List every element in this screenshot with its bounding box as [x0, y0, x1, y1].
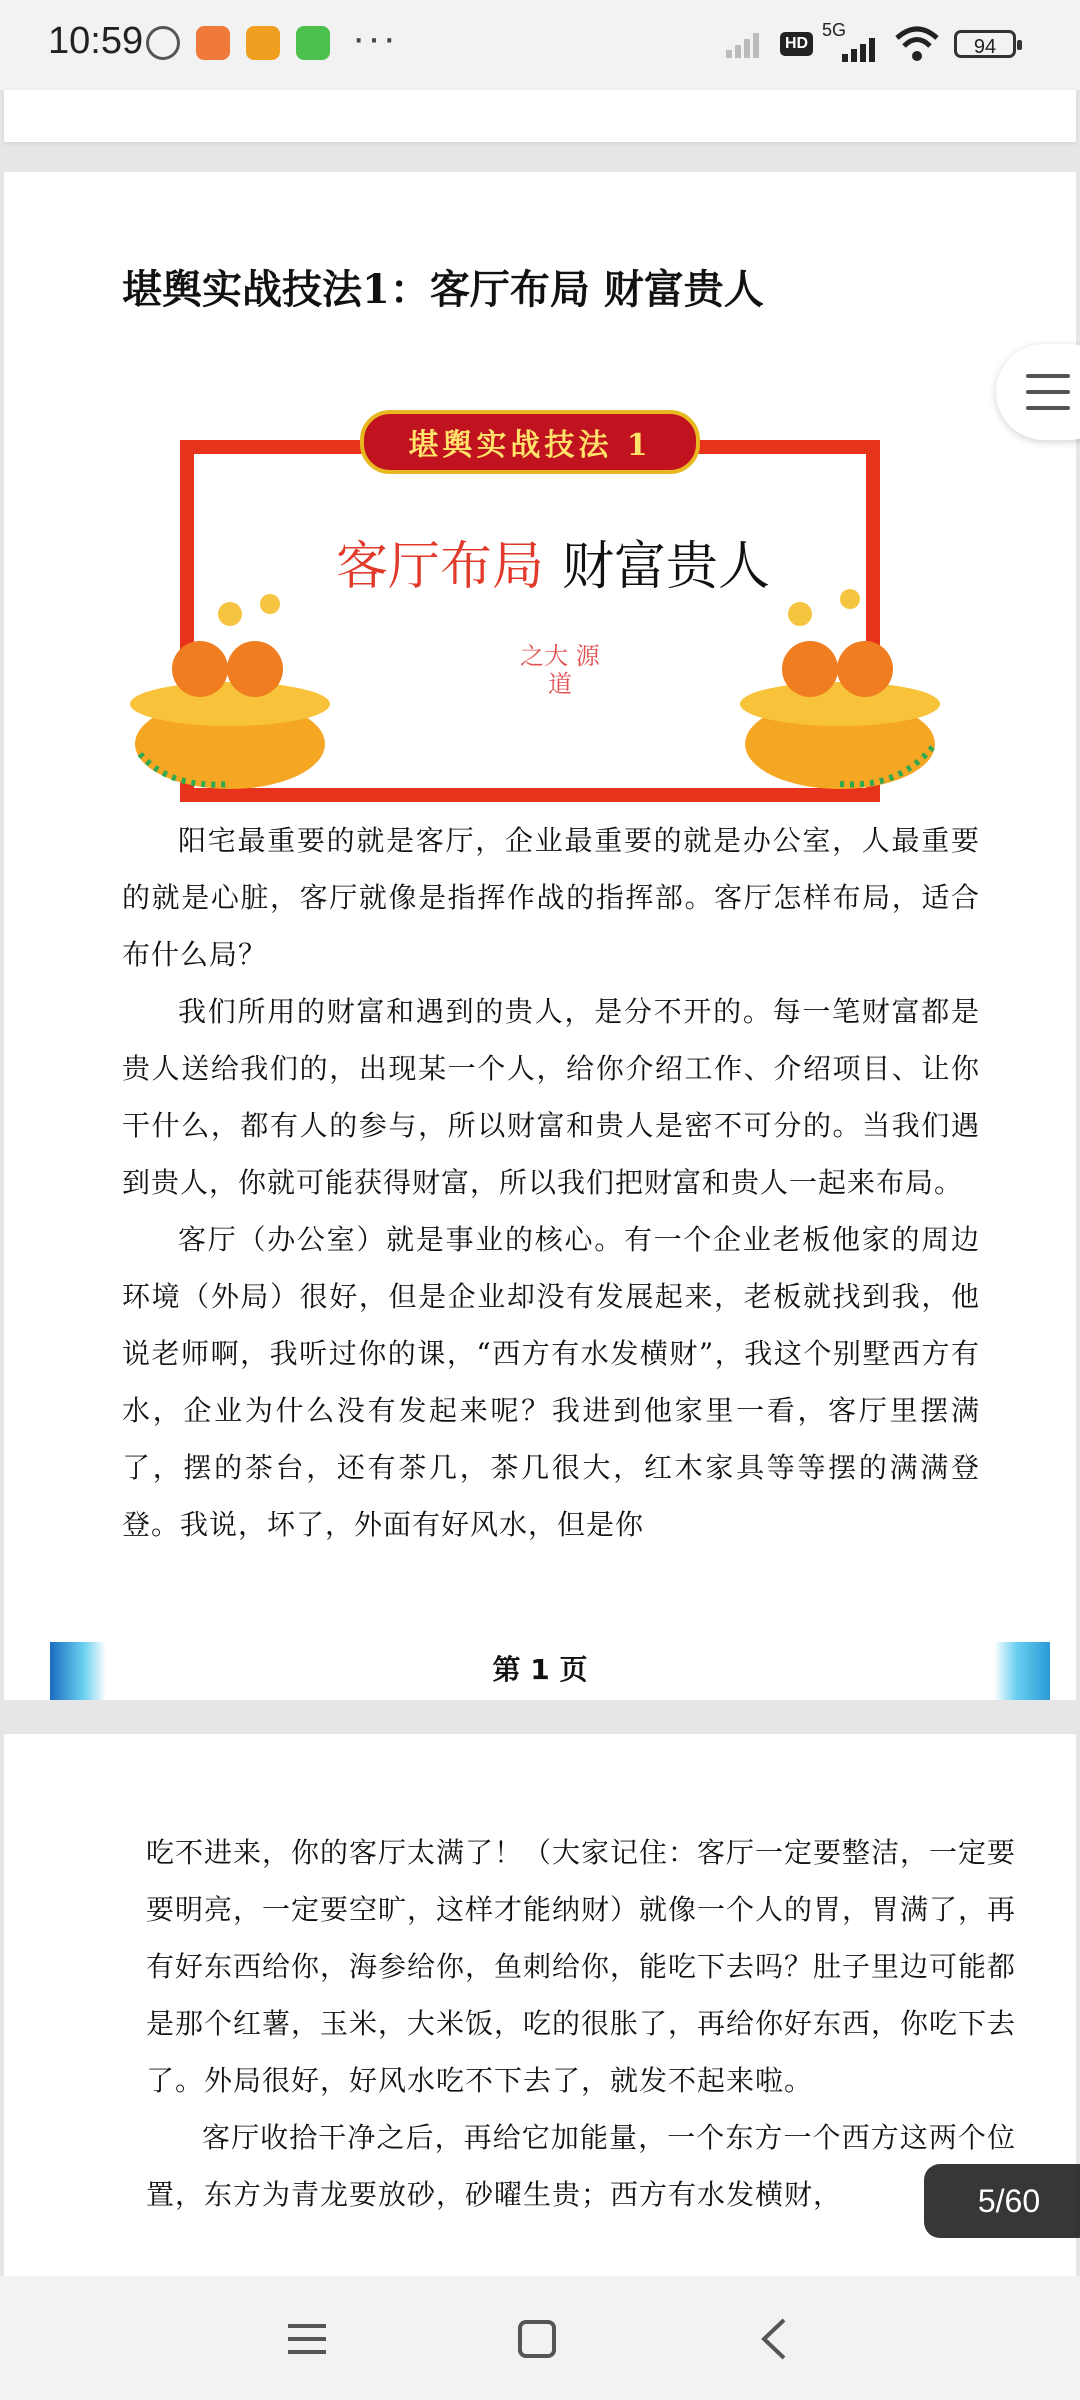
- page-footer: [4, 1640, 1076, 1700]
- app-notification-icon: [246, 26, 280, 60]
- network-type: 5G: [822, 20, 847, 40]
- clock: 10:59: [48, 20, 144, 62]
- menu-icon: [1026, 374, 1070, 378]
- treasure-pot-icon: [110, 574, 350, 794]
- app-notification-icon: [296, 26, 330, 60]
- page-number: 第 1 页: [492, 1653, 588, 1686]
- more-notifications-icon: ···: [352, 16, 398, 60]
- document-page: [4, 172, 1076, 1700]
- paragraph: 客厅（办公室）就是事业的核心。有一个企业老板他家的周边环境（外局）很好，但是企业却没有发展起来，老板就找到我，他说老师啊，我听过你的课，“西方有水发横财”，我这个别墅西方有水，企业为什么没有发起来呢？我进到他家里一看，客厅里摆满了，摆的茶台，还有茶几，茶几很大，红木家具等等摆的满满登登。我说，坏了，外面有好风水，但是你: [122, 1223, 980, 1541]
- app-notification-icon: [196, 26, 230, 60]
- seal-logo: 之大 源道: [520, 642, 600, 698]
- paragraph: 我们所用的财富和遇到的贵人，是分不开的。每一笔财富都是贵人送给我们的，出现某一个人，给你介绍工作、介绍项目、让你干什么，都有人的参与，所以财富和贵人是密不可分的。当我们遇到贵人，你就可能获得财富，所以我们把财富和贵人一起来布局。: [122, 995, 980, 1199]
- chapter-banner: [120, 384, 940, 804]
- footer-decoration: [994, 1642, 1050, 1700]
- treasure-pot-icon: [720, 574, 960, 794]
- banner-tag: 堪舆实战技法 1: [360, 410, 700, 474]
- alarm-icon: [146, 26, 180, 60]
- page-body: [122, 812, 980, 1553]
- battery-icon: 94: [954, 30, 1016, 58]
- paragraph: 阳宅最重要的就是客厅，企业最重要的就是办公室，人最重要的就是心脏，客厅就像是指挥作战的指挥部。客厅怎样布局，适合布什么局？: [122, 824, 980, 971]
- home-icon[interactable]: [512, 2314, 562, 2364]
- signal-weak-icon: [724, 30, 764, 60]
- banner-title: [336, 524, 770, 599]
- paragraph: 客厅收拾干净之后，再给它加能量，一个东方一个西方这两个位置，东方为青龙要放砂，砂曜生贵；西方有水发横财，: [146, 2121, 1016, 2211]
- menu-icon-line: [1026, 406, 1070, 410]
- banner-title-part1: 客厅布局: [336, 537, 545, 597]
- chapter-title: 堪舆实战技法1：客厅布局 财富贵人: [122, 266, 764, 313]
- menu-icon-line: [1026, 390, 1070, 394]
- status-bar: [0, 0, 1080, 90]
- hd-badge: HD: [780, 32, 813, 56]
- back-icon[interactable]: [750, 2314, 800, 2364]
- system-nav-bar: [0, 2276, 1080, 2400]
- banner-title-part2: 财富贵人: [562, 537, 771, 597]
- page-body: [146, 1824, 1016, 2223]
- previous-page-tail: [4, 90, 1076, 142]
- wifi-icon: [894, 24, 940, 64]
- paragraph: 吃不进来，你的客厅太满了！（大家记住：客厅一定要整洁，一定要要明亮，一定要空旷，这样才能纳财）就像一个人的胃，胃满了，再有好东西给你，海参给你，鱼刺给你，能吃下去吗？肚子里边可能都是那个红薯，玉米，大米饭，吃的很胀了，再给你好东西，你吃下去了。外局很好，好风水吃不下去了，就发不起来啦。: [146, 1836, 1017, 2097]
- page-counter: 5/60: [924, 2164, 1080, 2238]
- document-page: [4, 1734, 1076, 2304]
- signal-strong-icon: [820, 38, 882, 62]
- recents-menu-icon[interactable]: [282, 2314, 332, 2364]
